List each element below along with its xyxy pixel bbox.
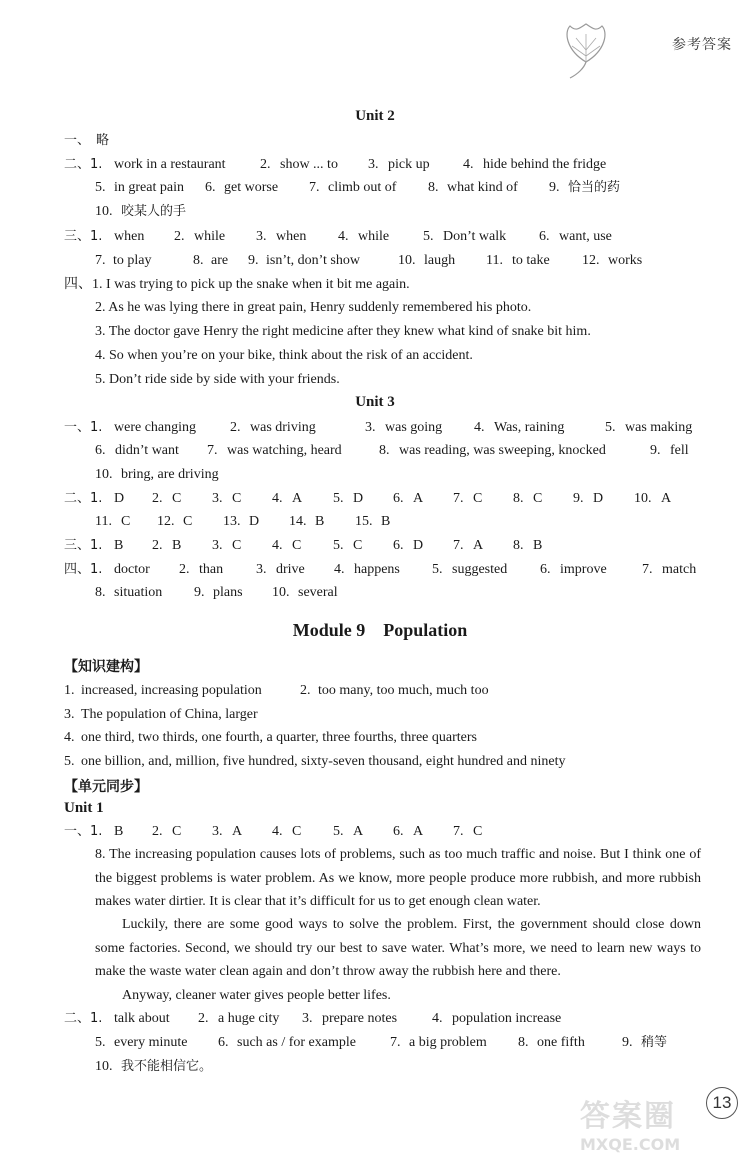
- module9-unit1-s2-row2: 5. every minute 6. such as / for example 7. a big problem 8. one fifth 9. 稍等: [95, 1035, 668, 1050]
- unit2-s1: 一、 略: [64, 133, 110, 148]
- knowledge-line2: 3. The population of China, larger: [64, 707, 258, 722]
- module9-unit1-s2-row3: 10. 我不能相信它。: [95, 1059, 213, 1074]
- module9-title: Module 9 Population: [292, 620, 468, 640]
- module9-unit1-s1: 一、1. B 2. C 3. A 4. C 5. A 6. A 7. C: [64, 824, 483, 839]
- unit3-s1-row3: 10. bring, are driving: [95, 467, 219, 482]
- unit3-s2-row1: 二、1. D 2. C 3. C 4. A 5. D 6. A 7. C 8. C 9. D 10. A: [64, 491, 672, 506]
- unit3-s3: 三、1. B 2. B 3. C 4. C 5. C 6. D 7. A 8. B: [64, 538, 543, 553]
- unit3-s1-row1: 一、1. were changing 2. was driving 3. was going 4. Was, raining 5. was making: [64, 420, 693, 435]
- unit2-s4-line1: 四、1. I was trying to pick up the snake when it bit me again.: [64, 277, 410, 292]
- knowledge-line4: 5. one billion, and, million, five hundred, sixty-seven thousand, eight hundred and ninety: [64, 754, 566, 769]
- unit3-s2-row2: 11. C 12. C 13. D 14. B 15. B: [95, 514, 391, 529]
- essay-paragraph-2: Luckily, there are some good ways to solve the problem. First, the government should close down some factories. Second, we should try our best to save water. What’s more, we need to learn new ways to make the waste water clean again and don’t throw away the rubbish here and there.: [95, 917, 701, 979]
- unit2-s4-line3: 3. The doctor gave Henry the right medicine after they knew what kind of snake bit him.: [95, 324, 591, 339]
- module9-unit1-title: Unit 1: [64, 800, 104, 816]
- page-number: 13: [706, 1087, 738, 1119]
- unit2-s3-row1: 三、1. when 2. while 3. when 4. while 5. Don’t walk 6. want, use: [64, 229, 612, 244]
- knowledge-line3: 4. one third, two thirds, one fourth, a quarter, three fourths, three quarters: [64, 730, 477, 745]
- unit2-s4-line4: 4. So when you’re on your bike, think about the risk of an accident.: [95, 348, 473, 363]
- unit2-s4-line2: 2. As he was lying there in great pain, Henry suddenly remembered his photo.: [95, 300, 532, 315]
- unit2-s4-line5: 5. Don’t ride side by side with your friends.: [95, 372, 340, 387]
- knowledge-header: 【知识建构】: [64, 659, 148, 675]
- unit3-s1-row2: 6. didn’t want 7. was watching, heard 8. was reading, was sweeping, knocked 9. fell: [95, 443, 689, 458]
- essay-paragraph-1: 8. The increasing population causes lots of problems, such as too much traffic and noise. But I think one of the biggest problems is water problem. As we know, more people produce more rubbish, and more rubbish makes water dirtier. It is clear that it’s difficult for us to get enough clean water.: [95, 847, 701, 909]
- unit3-title: Unit 3: [355, 394, 395, 410]
- unit3-s4-row1: 四、1. doctor 2. than 3. drive 4. happens 5. suggested 6. improve 7. match: [64, 562, 697, 577]
- page-header: [536, 20, 736, 80]
- module9-unit1-s2-row1: 二、1. talk about 2. a huge city 3. prepare notes 4. population increase: [64, 1011, 562, 1026]
- unit2-s3-row2: 7. to play 8. are 9. isn’t, don’t show 10. laugh 11. to take 12. works: [95, 253, 643, 268]
- sync-header: 【单元同步】: [64, 779, 148, 795]
- unit2-title: Unit 2: [355, 108, 395, 124]
- unit2-s2-row3: 10. 咬某人的手: [95, 204, 187, 219]
- header-title: 参考答案: [672, 37, 732, 53]
- ginkgo-leaf-icon: [556, 20, 616, 80]
- knowledge-line1: 1. increased, increasing population 2. too many, too much, much too: [64, 683, 489, 698]
- watermark: 答案圈 MXQE.COM: [580, 1099, 681, 1154]
- unit2-s2-row2: 5. in great pain 6. get worse 7. climb out of 8. what kind of 9. 恰当的药: [95, 180, 621, 195]
- unit2-s2-row1: 二、1. work in a restaurant 2. show ... to 3. pick up 4. hide behind the fridge: [64, 157, 607, 172]
- essay-paragraph-3: Anyway, cleaner water gives people better lifes.: [122, 988, 391, 1003]
- unit3-s4-row2: 8. situation 9. plans 10. several: [95, 585, 338, 600]
